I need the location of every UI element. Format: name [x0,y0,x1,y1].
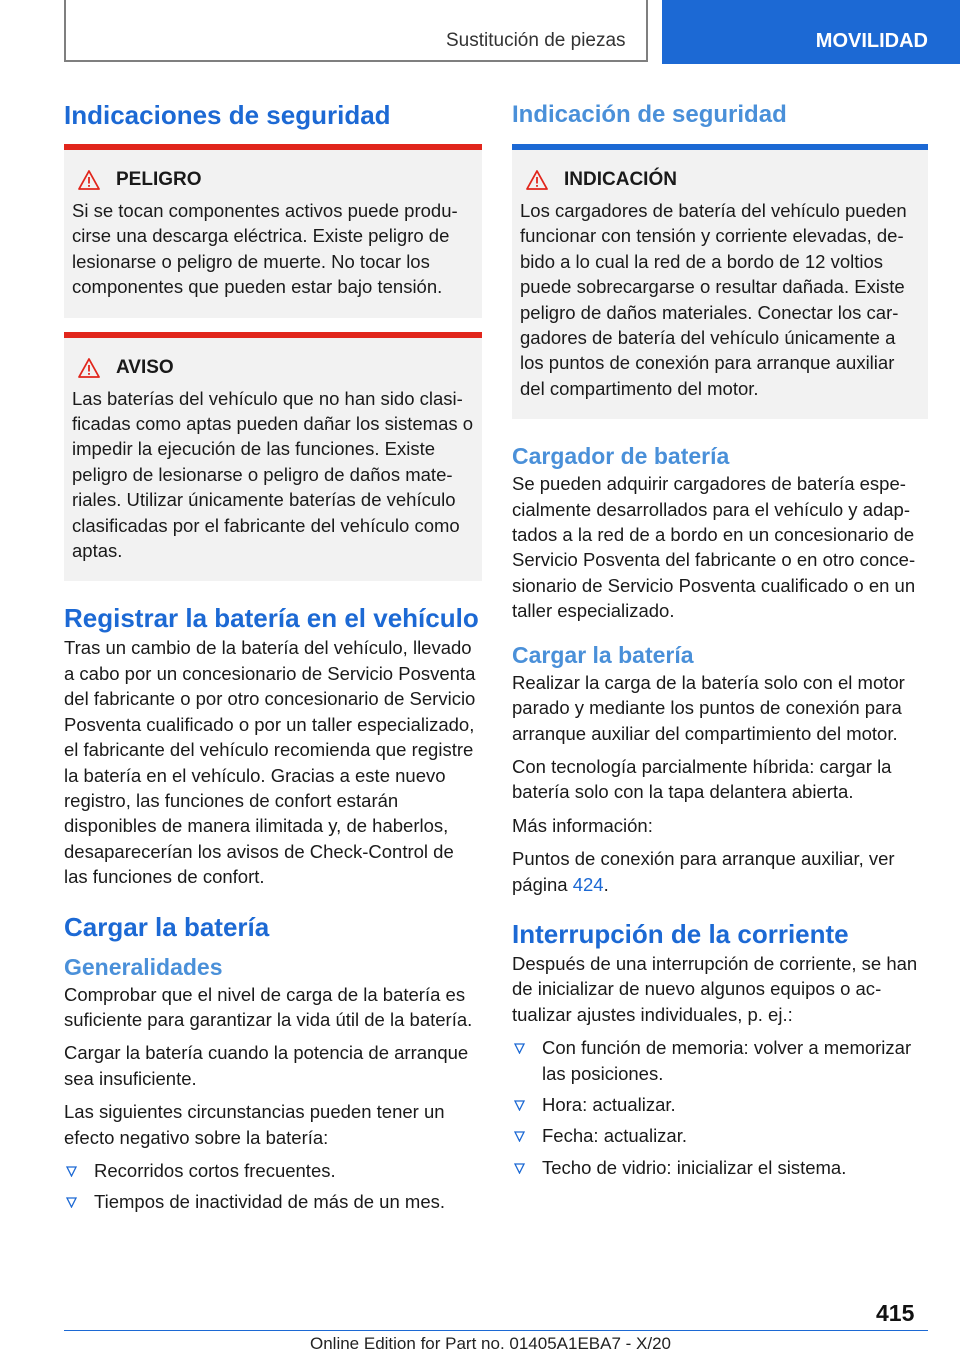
warning-triangle-icon [78,170,100,190]
interrupt-text: Después de una interrupción de corriente, se han de inicializar de nuevo algunos equipos o actualizar ajustes individuales, p. ej.: [512,952,918,1025]
warning-triangle-icon [78,358,100,378]
list-item: Hora: actualizar. [512,1092,928,1117]
right-column [512,98,928,1188]
note-heading: Indicación de seguridad [512,101,787,128]
footer-divider [64,1330,928,1331]
warning-box [64,332,482,582]
danger-label: PELIGRO [116,169,202,190]
warning-triangle-icon [526,170,548,190]
register-text: Tras un cambio de la batería del vehículo, llevado a cabo por un concesionario de Servicio Posventa del fabricante o por otro concesionario de Servicio Posventa cualificado o por un taller especializado, el fabricante del vehículo recomienda que registre la batería en el vehículo. Gracias a este nuevo registro, las funciones de confort estarán disponibles de manera ilimitada y, de haberlos, desaparecerían los avisos de Check-Control de las funciones de confort. [64,637,476,888]
chapter-label: MOVILIDAD [815,30,928,52]
section-title: Sustitución de piezas [446,30,626,51]
triangle-bullet-icon [514,1043,525,1054]
triangle-bullet-icon [514,1100,525,1111]
charge-paragraph-1: Realizar la carga de la batería solo con el motor parado y mediante los puntos de conexión para arranque auxiliar del compartimiento del motor. [512,671,905,744]
list-item: Techo de vidrio: inicializar el sistema. [512,1155,928,1180]
charge-battery-heading: Cargar la batería [512,641,694,668]
triangle-bullet-icon [514,1163,525,1174]
charger-text: Se pueden adquirir cargadores de batería especialmente desarrollados para el vehículo y adaptados a la red de a bordo en un concesionario de Servicio Posventa del fabricante o en otro concesionario de Servicio Posventa cualificado o en un taller especializado. [512,473,916,622]
note-label: INDICACIÓN [564,169,677,190]
warning-text: Las baterías del vehículo que no han sido clasificadas como aptas pueden dañar los sistemas o impedir la ejecución de las funciones. Existe peligro de lesionarse o peligro de daños materiales. Utilizar únicamente baterías de vehículo clasificadas por el fabricante del vehículo como aptas. [72,387,474,562]
register-heading: Registrar la batería en el vehículo [64,603,479,634]
page-reference-link[interactable]: 424 [572,873,604,895]
general-paragraph-3: Las siguientes circunstancias pueden tener un efecto negativo sobre la batería: [64,1101,445,1148]
charger-heading: Cargador de batería [512,443,730,470]
list-item: Recorridos cortos frecuentes. [64,1158,482,1183]
chapter-tab[interactable] [662,0,960,64]
charge-paragraph-3: Más información: [512,814,653,836]
battery-factors-list [64,1158,482,1215]
charge-paragraph-2: Con tecnología parcialmente híbrida: cargar la batería solo con la tapa delantera abierta. [512,755,892,803]
general-paragraph-2: Cargar la batería cuando la potencia de arranque sea insuficiente. [64,1042,469,1089]
note-box [512,144,928,419]
triangle-bullet-icon [66,1197,77,1208]
interrupt-heading: Interrupción de la corriente [512,918,849,949]
list-item: Fecha: actualizar. [512,1123,928,1148]
triangle-bullet-icon [66,1166,77,1177]
danger-text: Si se tocan componentes activos puede producirse una descarga eléctrica. Existe peligro de lesionarse o peligro de muerte. No tocar los componentes que pueden estar bajo tensión. [72,200,458,298]
page-number: 415 [876,1300,915,1326]
charge-paragraph-4: Puntos de conexión para arranque auxiliar, ver página 424. [512,848,895,895]
charge-heading: Cargar la batería [64,911,270,942]
danger-box [64,144,482,318]
reset-list [512,1035,928,1180]
safety-heading: Indicaciones de seguridad [64,100,391,130]
warning-label: AVISO [116,356,174,378]
left-column [64,98,482,1223]
list-item: Tiempos de inactividad de más de un mes. [64,1189,482,1214]
edition-note: Online Edition for Part no. 01405A1EBA7 - X/20 [310,1334,672,1353]
general-paragraph-1: Comprobar que el nivel de carga de la batería es suficiente para garantizar la vida útil de la batería. [64,983,473,1030]
general-heading: Generalidades [64,953,223,980]
list-item: Con función de memoria: volver a memorizar las posiciones. [512,1035,928,1086]
note-text: Los cargadores de batería del vehículo pueden funcionar con tensión y corriente elevadas, debido a lo cual la red de a bordo de 12 voltios puede sobrecargarse o resultar dañada. Existe peligro de daños materiales. Conectar los cargadores de batería del vehículo únicamente a los puntos de conexión para arranque auxiliar del compartimento del motor. [520,200,907,399]
triangle-bullet-icon [514,1131,525,1142]
